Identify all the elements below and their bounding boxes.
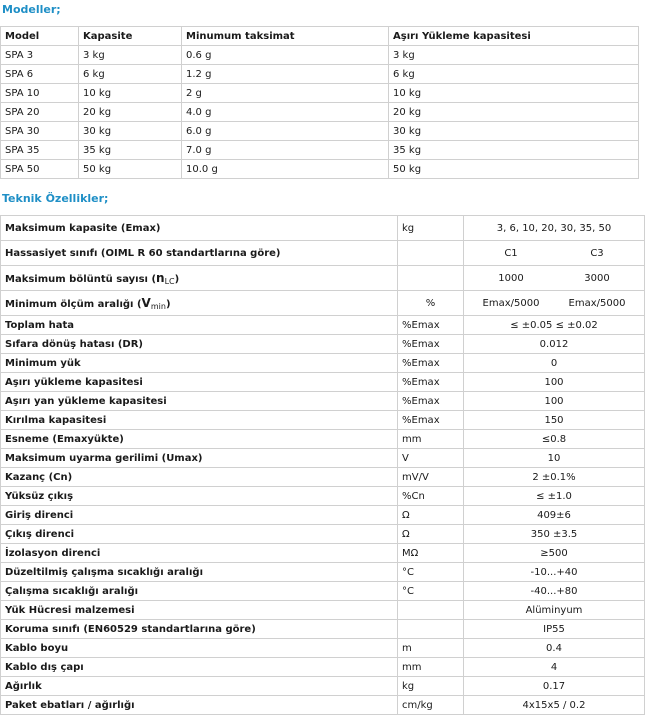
model-row [1, 122, 639, 141]
cell-min-division: 7.0 g [182, 141, 389, 160]
spec-value: 10 [464, 449, 645, 468]
spec-value: 0.17 [464, 677, 645, 696]
spec-value: 150 [464, 411, 645, 430]
cell-overload-capacity: 50 kg [389, 160, 639, 179]
cell-model: SPA 10 [1, 84, 79, 103]
spec-row [1, 696, 645, 715]
spec-row [1, 487, 645, 506]
spec-row [1, 544, 645, 563]
spec-value: 4x15x5 / 0.2 [464, 696, 645, 715]
spec-name: Minimum yük [1, 354, 398, 373]
spec-row [1, 563, 645, 582]
spec-name: Yüksüz çıkış [1, 487, 398, 506]
cell-model: SPA 3 [1, 46, 79, 65]
cell-overload-capacity: 20 kg [389, 103, 639, 122]
model-row [1, 84, 639, 103]
spec-name: Yük Hücresi malzemesi [1, 601, 398, 620]
spec-row [1, 430, 645, 449]
cell-min-division: 10.0 g [182, 160, 389, 179]
model-row [1, 160, 639, 179]
n-lc-subscript: LC [164, 276, 175, 286]
spec-name: Paket ebatları / ağırlığı [1, 696, 398, 715]
spec-name: Giriş direnci [1, 506, 398, 525]
spec-name: Aşırı yan yükleme kapasitesi [1, 392, 398, 411]
spec-name-close: ) [174, 273, 180, 285]
spec-unit: V [398, 449, 464, 468]
spec-row [1, 582, 645, 601]
cell-min-division: 4.0 g [182, 103, 389, 122]
spec-value [464, 266, 645, 291]
spec-row [1, 677, 645, 696]
spec-unit: cm/kg [398, 696, 464, 715]
spec-name: Sıfara dönüş hatası (DR) [1, 335, 398, 354]
tech-section-title: Teknik Özellikler; [2, 192, 109, 205]
spec-name-close: ) [165, 298, 171, 310]
spec-value-c1: 1000 [498, 272, 524, 284]
spec-value: -40...+80 [464, 582, 645, 601]
spec-value: 0.012 [464, 335, 645, 354]
spec-row [1, 449, 645, 468]
spec-value: Alüminyum [464, 601, 645, 620]
spec-value: 100 [464, 373, 645, 392]
spec-unit: % [398, 291, 464, 316]
header-min-division: Minumum taksimat [182, 27, 389, 46]
spec-name [1, 266, 398, 291]
spec-name: Aşırı yükleme kapasitesi [1, 373, 398, 392]
cell-overload-capacity: 30 kg [389, 122, 639, 141]
spec-unit: MΩ [398, 544, 464, 563]
spec-name-text: Maksimum bölüntü sayısı ( [5, 273, 157, 285]
spec-unit: °C [398, 582, 464, 601]
spec-value: 100 [464, 392, 645, 411]
spec-row [1, 658, 645, 677]
spec-unit: %Emax [398, 335, 464, 354]
cell-capacity: 10 kg [79, 84, 182, 103]
spec-value: 2 ±0.1% [464, 468, 645, 487]
spec-name: Çalışma sıcaklığı aralığı [1, 582, 398, 601]
spec-value: ≤0.8 [464, 430, 645, 449]
spec-unit: mm [398, 430, 464, 449]
spec-unit: %Emax [398, 354, 464, 373]
spec-name: Maksimum kapasite (Emax) [1, 216, 398, 241]
spec-value [464, 241, 645, 266]
spec-value: 4 [464, 658, 645, 677]
spec-row-accuracy-class [1, 241, 645, 266]
spec-value: IP55 [464, 620, 645, 639]
cell-model: SPA 20 [1, 103, 79, 122]
cell-capacity: 3 kg [79, 46, 182, 65]
spec-value: 3, 6, 10, 20, 30, 35, 50 [464, 216, 645, 241]
cell-capacity: 30 kg [79, 122, 182, 141]
cell-model: SPA 30 [1, 122, 79, 141]
spec-name: Kablo boyu [1, 639, 398, 658]
spec-name: Kablo dış çapı [1, 658, 398, 677]
cell-min-division: 0.6 g [182, 46, 389, 65]
spec-name: Kırılma kapasitesi [1, 411, 398, 430]
spec-row [1, 392, 645, 411]
model-row [1, 65, 639, 84]
spec-unit: kg [398, 677, 464, 696]
model-row [1, 46, 639, 65]
spec-name: Koruma sınıfı (EN60529 standartlarına göre) [1, 620, 398, 639]
spec-unit: %Emax [398, 392, 464, 411]
spec-row [1, 411, 645, 430]
spec-value: ≤ ±0.05 ≤ ±0.02 [464, 316, 645, 335]
spec-row [1, 525, 645, 544]
cell-model: SPA 35 [1, 141, 79, 160]
spec-unit: Ω [398, 506, 464, 525]
spec-unit: %Emax [398, 316, 464, 335]
spec-unit [398, 266, 464, 291]
spec-unit: %Cn [398, 487, 464, 506]
spec-value [464, 291, 645, 316]
cell-min-division: 1.2 g [182, 65, 389, 84]
cell-capacity: 6 kg [79, 65, 182, 84]
n-lc-symbol: n [156, 270, 165, 285]
cell-model: SPA 6 [1, 65, 79, 84]
spec-value-c3: C3 [590, 247, 604, 259]
spec-name: Esneme (Emaxyükte) [1, 430, 398, 449]
spec-name [1, 291, 398, 316]
spec-row-max-divisions [1, 266, 645, 291]
models-header-row [1, 27, 639, 46]
spec-name: Hassasiyet sınıfı (OIML R 60 standartlarına göre) [1, 241, 398, 266]
spec-value: 350 ±3.5 [464, 525, 645, 544]
spec-unit: %Emax [398, 411, 464, 430]
spec-name: Çıkış direnci [1, 525, 398, 544]
spec-value: ≤ ±1.0 [464, 487, 645, 506]
header-overload-capacity: Aşırı Yükleme kapasitesi [389, 27, 639, 46]
spec-row [1, 335, 645, 354]
spec-value: 409±6 [464, 506, 645, 525]
spec-name: Maksimum uyarma gerilimi (Umax) [1, 449, 398, 468]
spec-row [1, 373, 645, 392]
spec-name-text: Minimum ölçüm aralığı ( [5, 298, 142, 310]
spec-row [1, 639, 645, 658]
spec-row [1, 316, 645, 335]
spec-name: Kazanç (Cn) [1, 468, 398, 487]
spec-unit [398, 601, 464, 620]
specs-table [0, 215, 645, 715]
cell-capacity: 20 kg [79, 103, 182, 122]
v-min-symbol: V [141, 295, 151, 310]
models-table [0, 26, 639, 179]
spec-value: 0.4 [464, 639, 645, 658]
header-capacity: Kapasite [79, 27, 182, 46]
spec-row [1, 601, 645, 620]
spec-unit: mm [398, 658, 464, 677]
model-row [1, 103, 639, 122]
spec-row [1, 506, 645, 525]
spec-unit: %Emax [398, 373, 464, 392]
spec-name: Ağırlık [1, 677, 398, 696]
spec-name: İzolasyon direnci [1, 544, 398, 563]
spec-value: 0 [464, 354, 645, 373]
spec-name: Toplam hata [1, 316, 398, 335]
spec-unit [398, 241, 464, 266]
cell-overload-capacity: 10 kg [389, 84, 639, 103]
spec-value-c3: Emax/5000 [568, 297, 626, 309]
spec-unit: mV/V [398, 468, 464, 487]
spec-value-c1: C1 [504, 247, 518, 259]
cell-overload-capacity: 3 kg [389, 46, 639, 65]
spec-row [1, 620, 645, 639]
v-min-subscript: min [150, 301, 166, 311]
spec-row-min-interval [1, 291, 645, 316]
spec-value-c1: Emax/5000 [482, 297, 540, 309]
model-row [1, 141, 639, 160]
spec-unit: °C [398, 563, 464, 582]
spec-value: ≥500 [464, 544, 645, 563]
cell-min-division: 2 g [182, 84, 389, 103]
cell-capacity: 50 kg [79, 160, 182, 179]
spec-value: -10...+40 [464, 563, 645, 582]
cell-min-division: 6.0 g [182, 122, 389, 141]
spec-name: Düzeltilmiş çalışma sıcaklığı aralığı [1, 563, 398, 582]
header-model: Model [1, 27, 79, 46]
cell-overload-capacity: 6 kg [389, 65, 639, 84]
spec-unit: m [398, 639, 464, 658]
spec-row-max-capacity [1, 216, 645, 241]
spec-unit: kg [398, 216, 464, 241]
spec-row [1, 468, 645, 487]
spec-unit [398, 620, 464, 639]
cell-overload-capacity: 35 kg [389, 141, 639, 160]
models-section-title: Modeller; [2, 3, 61, 16]
spec-value-c3: 3000 [584, 272, 610, 284]
spec-row [1, 354, 645, 373]
cell-model: SPA 50 [1, 160, 79, 179]
cell-capacity: 35 kg [79, 141, 182, 160]
spec-unit: Ω [398, 525, 464, 544]
